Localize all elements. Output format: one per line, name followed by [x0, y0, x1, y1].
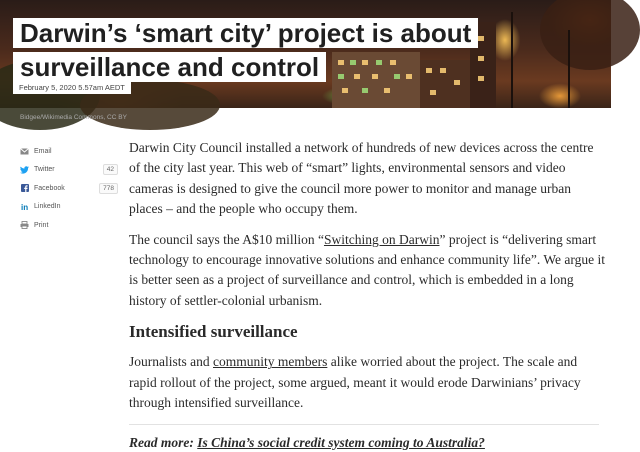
share-label: Print: [34, 221, 49, 229]
printer-icon: [20, 221, 29, 230]
share-sidebar: [20, 142, 118, 235]
article-paragraph-3: [129, 352, 607, 413]
community-members-link[interactable]: community members: [213, 354, 328, 370]
envelope-icon: [20, 147, 29, 156]
share-label: Twitter: [34, 166, 55, 174]
read-more-link[interactable]: Is China’s social credit system coming to Australia?: [197, 434, 485, 450]
article-paragraph-2: [129, 230, 607, 311]
share-twitter-button[interactable]: [20, 161, 118, 180]
share-count: 42: [103, 164, 118, 175]
paragraph-text: Journalists and: [129, 354, 213, 370]
share-facebook-button[interactable]: [20, 179, 118, 198]
headline-line-1: Darwin’s ‘smart city’ project is about: [13, 18, 478, 48]
hero-image: [0, 0, 611, 108]
share-count: 778: [99, 183, 118, 194]
street-light-pole: [511, 12, 513, 108]
image-caption: Bidgee/Wikimedia Commons, CC BY: [20, 114, 127, 121]
share-linkedin-button[interactable]: [20, 198, 118, 217]
publish-date: February 5, 2020 5.57am AEDT: [13, 82, 131, 94]
street-light-pole: [568, 30, 570, 108]
twitter-bird-icon: [20, 165, 29, 174]
facebook-icon: [20, 184, 29, 193]
share-label: Email: [34, 147, 52, 155]
share-label: Facebook: [34, 184, 65, 192]
linkedin-icon: [20, 202, 29, 211]
article-body: [129, 138, 607, 452]
section-heading: Intensified surveillance: [129, 322, 298, 342]
divider: [129, 424, 599, 425]
share-email-button[interactable]: [20, 142, 118, 161]
paragraph-text: alike worried about the project. The scale and rapid rollout of the project, some argued, meant it would erode Darwinians’ privacy through intensified surveillance.: [129, 354, 581, 410]
print-button[interactable]: [20, 216, 118, 235]
read-more-label: Read more:: [129, 434, 198, 450]
share-label: LinkedIn: [34, 203, 61, 211]
read-more: [129, 434, 607, 452]
headline-line-2: surveillance and control: [13, 52, 326, 82]
switching-on-darwin-link[interactable]: Switching on Darwin: [323, 231, 440, 247]
article-paragraph-1: Darwin City Council installed a network of hundreds of new devices across the centre of the city last year. This web of “smart” lights, environmental sensors and video cameras is designed to give the council more power to monitor and manage urban places – and the people who occupy them.: [129, 140, 594, 216]
tree-silhouette: [540, 0, 640, 70]
paragraph-text: The council says the A$10 million “: [129, 231, 324, 247]
paragraph-text: ” project is “delivering smart technology to encourage innovative solutions and enhance community life”. We argue it is better seen as a project of surveillance and control, which is embedded in a long history of settler-colonial urbanism.: [129, 231, 606, 308]
article-headline: [13, 16, 478, 84]
svg-text:in: in: [20, 202, 28, 212]
